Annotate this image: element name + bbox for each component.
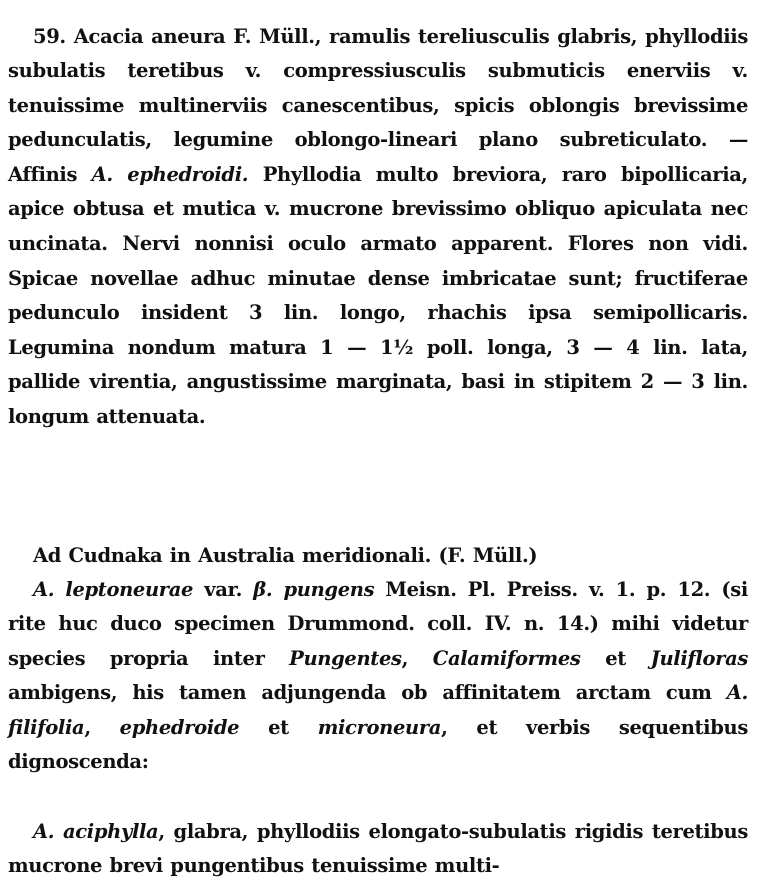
- note-group-2: Calamiformes: [432, 646, 581, 670]
- note-affinity-3: microneura: [317, 715, 442, 739]
- note-text-2: ambigens, his tamen adjungenda ob affinitatem arctam cum: [8, 681, 712, 705]
- entry-affinis-name: A. ephedroidi.: [91, 162, 249, 186]
- species-entry: [8, 20, 748, 435]
- note-group-3: Julifloras: [650, 646, 748, 670]
- note-name: A. leptoneurae: [33, 577, 194, 601]
- entry-description: Phyllodia multo breviora, raro bipollicaria, apice obtusa et mutica v. mucrone brevissimo obliquo apiculata nec uncinata. Nervi nonnisi oculo armato apparent. Flores non vidi. Spicae novellae adhuc minutae dense imbricatae sunt; fructiferae pedunculo insident 3 lin. longo, rhachis ipsa semipollicaris. Legumina nondum matura 1 — 1½ poll. longa, 3 — 4 lin. lata, pallide virentia, angustissime marginata, basi in stipitem 2 — 3 lin. longum attenuata.: [8, 162, 748, 429]
- next-entry: [8, 815, 748, 884]
- note-sep-3: ,: [84, 715, 91, 739]
- note-text-3: , et verbis sequentibus dignoscenda:: [8, 715, 748, 774]
- note-text-1: Meisn. Pl. Preiss. v. 1. p. 12. (si rite huc duco specimen Drummond. coll. IV. n. 14.) mihi videtur species propria inter: [8, 577, 748, 670]
- note-affinity-2: ephedroide: [119, 715, 240, 739]
- note-sep-2: et: [605, 646, 626, 670]
- entry-genus: Acacia: [73, 24, 144, 48]
- note-affinity-1: A. filifolia: [8, 681, 748, 739]
- note-sep-4: et: [268, 715, 289, 739]
- note-variety-prefix: var.: [204, 577, 243, 601]
- entry-author: F. Müll.: [233, 24, 315, 48]
- locality-line: Ad Cudnaka in Australia meridionali. (F. Müll.): [33, 543, 538, 567]
- note-sep-1: ,: [401, 646, 409, 670]
- next-entry-name: A. aciphylla: [33, 819, 159, 843]
- note-group-1: Pungentes: [289, 646, 402, 670]
- next-entry-text: , glabra, phyllodiis elongato-subulatis rigidis teretibus mucrone brevi pungentibus tenuissime multi-: [8, 819, 748, 878]
- entry-species: aneura: [151, 24, 226, 48]
- entry-diagnosis: , ramulis tereliusculis glabris, phyllodiis subulatis teretibus v. compressiusculis submuticis enerviis v. tenuissime multinerviis canescentibus, spicis oblongis brevissime pedunculatis, legumine oblongo-lineari plano subreticulato. — Affinis: [8, 24, 748, 186]
- note-variety: β. pungens: [253, 577, 375, 601]
- note-paragraph: [8, 573, 748, 781]
- entry-number: 59.: [33, 24, 66, 48]
